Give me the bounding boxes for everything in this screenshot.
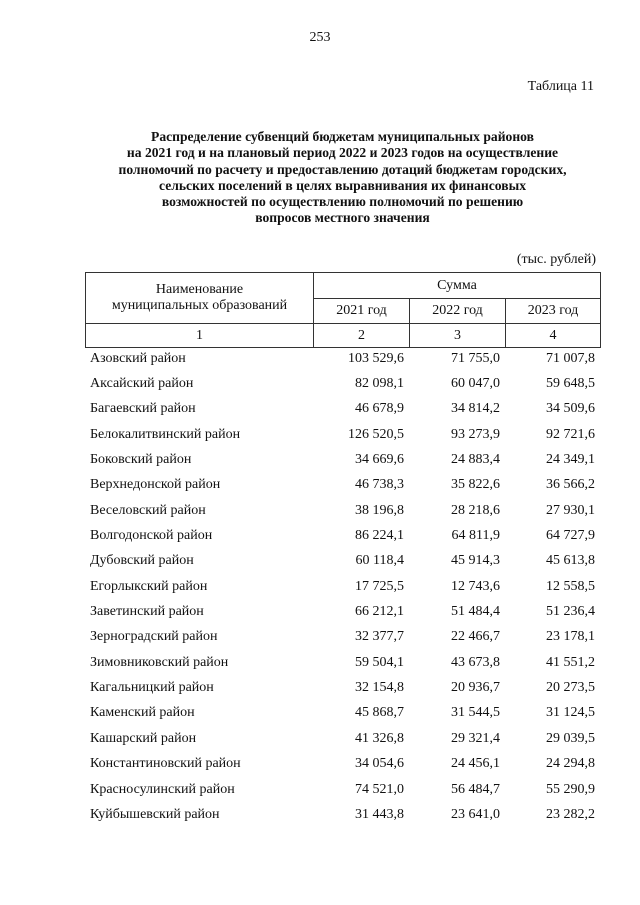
table-title bbox=[80, 129, 605, 227]
table-row bbox=[85, 473, 600, 498]
value-2022: 12 743,6 bbox=[451, 578, 500, 594]
value-2021: 38 196,8 bbox=[355, 502, 404, 518]
municipality-name: Волгодонской район bbox=[90, 528, 213, 544]
page-number: 253 bbox=[309, 30, 331, 45]
value-2023: 41 551,2 bbox=[546, 654, 595, 670]
header-name-line1: Наименование bbox=[155, 282, 244, 297]
value-2022: 24 883,4 bbox=[451, 452, 500, 468]
municipality-name: Заветинский район bbox=[90, 604, 204, 620]
value-2023: 64 727,9 bbox=[546, 528, 595, 544]
table-row bbox=[85, 802, 600, 827]
value-2021: 60 118,4 bbox=[355, 553, 404, 569]
value-2021: 82 098,1 bbox=[355, 376, 404, 392]
header-year-2021: 2021 год bbox=[314, 299, 410, 324]
value-2022: 56 484,7 bbox=[451, 781, 500, 797]
value-2022: 93 273,9 bbox=[451, 426, 500, 442]
value-2022: 29 321,4 bbox=[451, 730, 500, 746]
municipality-name: Кагальницкий район bbox=[90, 680, 214, 696]
value-2023: 23 282,2 bbox=[546, 806, 595, 822]
table-row bbox=[85, 397, 600, 422]
value-2023: 59 648,5 bbox=[546, 376, 595, 392]
header-sum: Сумма bbox=[314, 273, 601, 299]
data-table bbox=[85, 346, 600, 828]
municipality-name: Дубовский район bbox=[90, 553, 194, 569]
municipality-name: Каменский район bbox=[90, 705, 195, 721]
table-row bbox=[85, 675, 600, 700]
header-col-number: 1 bbox=[86, 324, 314, 348]
table-row bbox=[85, 752, 600, 777]
value-2023: 12 558,5 bbox=[546, 578, 595, 594]
header-col-number: 4 bbox=[506, 324, 601, 348]
value-2021: 31 443,8 bbox=[355, 806, 404, 822]
value-2023: 55 290,9 bbox=[546, 781, 595, 797]
table-row bbox=[85, 371, 600, 396]
table-row bbox=[85, 777, 600, 802]
table-row bbox=[85, 650, 600, 675]
municipality-name: Азовский район bbox=[90, 350, 186, 366]
value-2021: 32 377,7 bbox=[355, 629, 404, 645]
value-2023: 27 930,1 bbox=[546, 502, 595, 518]
municipality-name: Белокалитвинский район bbox=[90, 426, 241, 442]
table-row bbox=[85, 701, 600, 726]
value-2023: 34 509,6 bbox=[546, 401, 595, 417]
municipality-name: Зерноградский район bbox=[90, 629, 218, 645]
value-2021: 74 521,0 bbox=[355, 781, 404, 797]
value-2023: 24 294,8 bbox=[546, 756, 595, 772]
municipality-name: Куйбышевский район bbox=[90, 806, 220, 822]
value-2021: 59 504,1 bbox=[355, 654, 404, 670]
title-line: полномочий по расчету и предоставлению дотаций бюджетам городских, bbox=[118, 161, 567, 177]
value-2022: 23 641,0 bbox=[451, 806, 500, 822]
value-2023: 23 178,1 bbox=[546, 629, 595, 645]
value-2021: 17 725,5 bbox=[355, 578, 404, 594]
value-2022: 43 673,8 bbox=[451, 654, 500, 670]
value-2023: 36 566,2 bbox=[546, 477, 595, 493]
value-2023: 24 349,1 bbox=[546, 452, 595, 468]
header-year-2023: 2023 год bbox=[506, 299, 601, 324]
header-year-2022: 2022 год bbox=[410, 299, 506, 324]
value-2021: 103 529,6 bbox=[348, 350, 404, 366]
value-2021: 34 054,6 bbox=[355, 756, 404, 772]
header-col-number: 3 bbox=[410, 324, 506, 348]
value-2021: 45 868,7 bbox=[355, 705, 404, 721]
header-name-line2: муниципальных образований bbox=[111, 298, 288, 313]
municipality-name: Багаевский район bbox=[90, 401, 196, 417]
value-2021: 41 326,8 bbox=[355, 730, 404, 746]
table-row bbox=[85, 574, 600, 599]
municipality-name: Егорлыкский район bbox=[90, 578, 208, 594]
municipality-name: Красносулинский район bbox=[90, 781, 235, 797]
value-2023: 45 613,8 bbox=[546, 553, 595, 569]
header-name-cell bbox=[86, 273, 314, 324]
value-2023: 71 007,8 bbox=[546, 350, 595, 366]
municipality-name: Аксайский район bbox=[90, 376, 194, 392]
header-col-number: 2 bbox=[314, 324, 410, 348]
table-row bbox=[85, 422, 600, 447]
table-row bbox=[85, 549, 600, 574]
value-2022: 22 466,7 bbox=[451, 629, 500, 645]
value-2023: 92 721,6 bbox=[546, 426, 595, 442]
title-line: на 2021 год и на плановый период 2022 и 2023 годов на осуществление bbox=[126, 145, 559, 161]
title-line: сельских поселений в целях выравнивания их финансовых bbox=[159, 177, 526, 193]
value-2022: 34 814,2 bbox=[451, 401, 500, 417]
value-2023: 29 039,5 bbox=[546, 730, 595, 746]
table-row bbox=[85, 447, 600, 472]
units-note: (тыс. рублей) bbox=[516, 252, 596, 267]
table-row bbox=[85, 726, 600, 751]
value-2022: 51 484,4 bbox=[451, 604, 500, 620]
title-line: вопросов местного значения bbox=[255, 210, 430, 226]
municipality-name: Зимовниковский район bbox=[90, 654, 229, 670]
title-line: Распределение субвенций бюджетам муниципальных районов bbox=[151, 129, 534, 144]
municipality-name: Верхнедонской район bbox=[90, 477, 221, 493]
municipality-name: Константиновский район bbox=[90, 756, 241, 772]
table-row bbox=[85, 346, 600, 371]
value-2021: 66 212,1 bbox=[355, 604, 404, 620]
value-2022: 20 936,7 bbox=[451, 680, 500, 696]
value-2021: 34 669,6 bbox=[355, 452, 404, 468]
value-2021: 46 678,9 bbox=[355, 401, 404, 417]
value-2022: 60 047,0 bbox=[451, 376, 500, 392]
municipality-name: Боковский район bbox=[90, 452, 192, 468]
table-row bbox=[85, 625, 600, 650]
value-2021: 46 738,3 bbox=[355, 477, 404, 493]
municipality-name: Кашарский район bbox=[90, 730, 197, 746]
value-2022: 64 811,9 bbox=[451, 528, 500, 544]
value-2022: 45 914,3 bbox=[451, 553, 500, 569]
table-label: Таблица 11 bbox=[527, 79, 594, 94]
title-line: возможностей по осуществлению полномочий по решению bbox=[161, 194, 524, 210]
table-header bbox=[85, 272, 601, 348]
table-row bbox=[85, 599, 600, 624]
value-2021: 126 520,5 bbox=[348, 426, 404, 442]
value-2022: 24 456,1 bbox=[451, 756, 500, 772]
value-2023: 31 124,5 bbox=[546, 705, 595, 721]
value-2023: 20 273,5 bbox=[546, 680, 595, 696]
value-2022: 31 544,5 bbox=[451, 705, 500, 721]
table-row bbox=[85, 523, 600, 548]
value-2022: 28 218,6 bbox=[451, 502, 500, 518]
value-2021: 32 154,8 bbox=[355, 680, 404, 696]
value-2022: 71 755,0 bbox=[451, 350, 500, 366]
value-2022: 35 822,6 bbox=[451, 477, 500, 493]
table-row bbox=[85, 498, 600, 523]
value-2021: 86 224,1 bbox=[355, 528, 404, 544]
municipality-name: Веселовский район bbox=[90, 502, 206, 518]
value-2023: 51 236,4 bbox=[546, 604, 595, 620]
